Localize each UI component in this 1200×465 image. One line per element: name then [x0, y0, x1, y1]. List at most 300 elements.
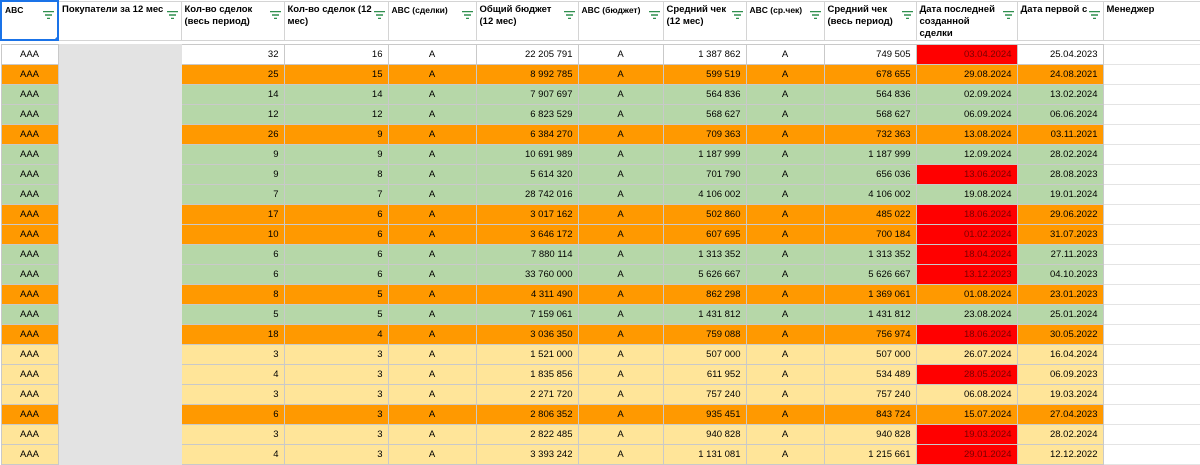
cell-abc[interactable]: AAA: [1, 105, 58, 125]
column-header-label: Общий бюджет (12 мес): [479, 3, 552, 27]
cell-avg-all[interactable]: 1 369 061: [824, 285, 916, 305]
cell-budget[interactable]: 22 205 791: [476, 45, 578, 65]
cell-abc[interactable]: AAA: [1, 285, 58, 305]
cell-budget[interactable]: 4 311 490: [476, 285, 578, 305]
cell-abc-avg[interactable]: A: [746, 305, 824, 325]
cell-abc-avg[interactable]: A: [746, 45, 824, 65]
cell-budget[interactable]: 2 271 720: [476, 385, 578, 405]
cell-avg-all[interactable]: 656 036: [824, 165, 916, 185]
column-header-7[interactable]: [663, 1, 746, 40]
cell-abc-budget[interactable]: A: [578, 105, 663, 125]
cell-deals-all[interactable]: 6: [181, 405, 284, 425]
cell-abc-budget[interactable]: A: [578, 325, 663, 345]
cell-abc-deals[interactable]: A: [388, 365, 476, 385]
cell-buyers[interactable]: [58, 45, 181, 65]
cell-first-date[interactable]: 06.09.2023: [1017, 365, 1103, 385]
cell-deals-12[interactable]: 15: [284, 65, 388, 85]
cell-abc-avg[interactable]: A: [746, 245, 824, 265]
cell-abc-deals[interactable]: A: [388, 225, 476, 245]
column-header-1[interactable]: [58, 1, 181, 40]
cell-buyers[interactable]: [58, 165, 181, 185]
cell-last-date[interactable]: 06.08.2024: [916, 385, 1017, 405]
cell-abc[interactable]: AAA: [1, 85, 58, 105]
filter-icon[interactable]: [462, 11, 473, 19]
cell-first-date[interactable]: 03.11.2021: [1017, 125, 1103, 145]
cell-abc-budget[interactable]: A: [578, 385, 663, 405]
cell-avg-all[interactable]: 749 505: [824, 45, 916, 65]
cell-budget[interactable]: 2 806 352: [476, 405, 578, 425]
cell-deals-all[interactable]: 25: [181, 65, 284, 85]
cell-avg-12[interactable]: 1 313 352: [663, 245, 746, 265]
cell-abc-budget[interactable]: A: [578, 65, 663, 85]
cell-budget[interactable]: 3 017 162: [476, 205, 578, 225]
column-header-0[interactable]: [1, 1, 58, 40]
cell-avg-12[interactable]: 564 836: [663, 85, 746, 105]
cell-abc-budget[interactable]: A: [578, 405, 663, 425]
cell-abc[interactable]: AAA: [1, 225, 58, 245]
cell-deals-12[interactable]: 3: [284, 425, 388, 445]
cell-manager[interactable]: [1103, 185, 1200, 205]
cell-avg-all[interactable]: 507 000: [824, 345, 916, 365]
cell-deals-all[interactable]: 9: [181, 145, 284, 165]
filter-icon[interactable]: [167, 11, 178, 19]
cell-manager[interactable]: [1103, 405, 1200, 425]
table-row: [1, 225, 1200, 245]
column-header-4[interactable]: [388, 1, 476, 40]
cell-deals-all[interactable]: 14: [181, 85, 284, 105]
cell-buyers[interactable]: [58, 265, 181, 285]
cell-last-date[interactable]: 18.06.2024: [916, 325, 1017, 345]
cell-deals-all[interactable]: 5: [181, 305, 284, 325]
cell-manager[interactable]: [1103, 445, 1200, 465]
cell-avg-12[interactable]: 862 298: [663, 285, 746, 305]
cell-abc-deals[interactable]: A: [388, 185, 476, 205]
cell-abc-deals[interactable]: A: [388, 205, 476, 225]
cell-deals-12[interactable]: 3: [284, 365, 388, 385]
filter-icon[interactable]: [649, 11, 660, 19]
cell-avg-all[interactable]: 5 626 667: [824, 265, 916, 285]
cell-abc-budget[interactable]: A: [578, 245, 663, 265]
cell-buyers[interactable]: [58, 245, 181, 265]
cell-manager[interactable]: [1103, 85, 1200, 105]
cell-abc-avg[interactable]: A: [746, 185, 824, 205]
cell-abc[interactable]: AAA: [1, 245, 58, 265]
cell-deals-all[interactable]: 26: [181, 125, 284, 145]
cell-deals-12[interactable]: 5: [284, 285, 388, 305]
cell-avg-12[interactable]: 507 000: [663, 345, 746, 365]
filter-icon[interactable]: [902, 11, 913, 19]
cell-buyers[interactable]: [58, 185, 181, 205]
cell-abc-budget[interactable]: A: [578, 205, 663, 225]
cell-abc[interactable]: AAA: [1, 45, 58, 65]
cell-abc-budget[interactable]: A: [578, 265, 663, 285]
cell-deals-12[interactable]: 8: [284, 165, 388, 185]
cell-avg-12[interactable]: 4 106 002: [663, 185, 746, 205]
cell-abc-avg[interactable]: A: [746, 405, 824, 425]
cell-avg-12[interactable]: 607 695: [663, 225, 746, 245]
cell-budget[interactable]: 3 646 172: [476, 225, 578, 245]
cell-abc-avg[interactable]: A: [746, 265, 824, 285]
cell-deals-all[interactable]: 10: [181, 225, 284, 245]
cell-last-date[interactable]: 13.08.2024: [916, 125, 1017, 145]
cell-first-date[interactable]: 06.06.2024: [1017, 105, 1103, 125]
cell-deals-12[interactable]: 9: [284, 145, 388, 165]
cell-buyers[interactable]: [58, 365, 181, 385]
cell-avg-all[interactable]: 757 240: [824, 385, 916, 405]
cell-budget[interactable]: 6 384 270: [476, 125, 578, 145]
cell-abc-deals[interactable]: A: [388, 305, 476, 325]
cell-last-date[interactable]: 03.04.2024: [916, 45, 1017, 65]
cell-deals-all[interactable]: 3: [181, 345, 284, 365]
cell-avg-12[interactable]: 1 431 812: [663, 305, 746, 325]
cell-manager[interactable]: [1103, 285, 1200, 305]
cell-abc-avg[interactable]: A: [746, 165, 824, 185]
cell-manager[interactable]: [1103, 45, 1200, 65]
cell-avg-12[interactable]: 709 363: [663, 125, 746, 145]
cell-first-date[interactable]: 13.02.2024: [1017, 85, 1103, 105]
cell-manager[interactable]: [1103, 125, 1200, 145]
cell-abc[interactable]: AAA: [1, 405, 58, 425]
cell-buyers[interactable]: [58, 445, 181, 465]
cell-abc-deals[interactable]: A: [388, 65, 476, 85]
cell-avg-12[interactable]: 935 451: [663, 405, 746, 425]
cell-abc-budget[interactable]: A: [578, 365, 663, 385]
cell-last-date[interactable]: 29.08.2024: [916, 65, 1017, 85]
cell-avg-all[interactable]: 843 724: [824, 405, 916, 425]
cell-deals-all[interactable]: 4: [181, 365, 284, 385]
cell-first-date[interactable]: 12.12.2022: [1017, 445, 1103, 465]
cell-abc-deals[interactable]: A: [388, 145, 476, 165]
cell-manager[interactable]: [1103, 305, 1200, 325]
cell-deals-12[interactable]: 4: [284, 325, 388, 345]
cell-first-date[interactable]: 28.08.2023: [1017, 165, 1103, 185]
cell-abc-deals[interactable]: A: [388, 425, 476, 445]
cell-deals-all[interactable]: 18: [181, 325, 284, 345]
filter-icon[interactable]: [43, 11, 54, 19]
cell-deals-12[interactable]: 6: [284, 225, 388, 245]
cell-first-date[interactable]: 27.11.2023: [1017, 245, 1103, 265]
cell-manager[interactable]: [1103, 265, 1200, 285]
cell-avg-all[interactable]: 756 974: [824, 325, 916, 345]
filter-icon[interactable]: [732, 11, 743, 19]
cell-avg-all[interactable]: 1 187 999: [824, 145, 916, 165]
cell-last-date[interactable]: 18.06.2024: [916, 205, 1017, 225]
cell-avg-all[interactable]: 568 627: [824, 105, 916, 125]
cell-first-date[interactable]: 16.04.2024: [1017, 345, 1103, 365]
cell-abc[interactable]: AAA: [1, 365, 58, 385]
cell-buyers[interactable]: [58, 305, 181, 325]
cell-budget[interactable]: 7 159 061: [476, 305, 578, 325]
cell-abc-budget[interactable]: A: [578, 145, 663, 165]
cell-last-date[interactable]: 01.02.2024: [916, 225, 1017, 245]
cell-deals-12[interactable]: 3: [284, 385, 388, 405]
cell-abc-deals[interactable]: A: [388, 245, 476, 265]
cell-budget[interactable]: 8 992 785: [476, 65, 578, 85]
cell-first-date[interactable]: 04.10.2023: [1017, 265, 1103, 285]
cell-avg-12[interactable]: 1 131 081: [663, 445, 746, 465]
column-header-11[interactable]: [1017, 1, 1103, 40]
cell-deals-12[interactable]: 5: [284, 305, 388, 325]
cell-manager[interactable]: [1103, 325, 1200, 345]
cell-abc-deals[interactable]: A: [388, 445, 476, 465]
cell-avg-all[interactable]: 940 828: [824, 425, 916, 445]
cell-last-date[interactable]: 18.04.2024: [916, 245, 1017, 265]
cell-manager[interactable]: [1103, 385, 1200, 405]
cell-avg-12[interactable]: 502 860: [663, 205, 746, 225]
cell-budget[interactable]: 7 907 697: [476, 85, 578, 105]
cell-avg-12[interactable]: 701 790: [663, 165, 746, 185]
cell-manager[interactable]: [1103, 165, 1200, 185]
cell-budget[interactable]: 3 393 242: [476, 445, 578, 465]
cell-abc[interactable]: AAA: [1, 125, 58, 145]
cell-deals-all[interactable]: 4: [181, 445, 284, 465]
cell-buyers[interactable]: [58, 325, 181, 345]
cell-deals-all[interactable]: 12: [181, 105, 284, 125]
cell-abc[interactable]: AAA: [1, 65, 58, 85]
cell-deals-12[interactable]: 3: [284, 405, 388, 425]
cell-budget[interactable]: 33 760 000: [476, 265, 578, 285]
cell-deals-all[interactable]: 6: [181, 265, 284, 285]
cell-abc-deals[interactable]: A: [388, 345, 476, 365]
cell-abc-deals[interactable]: A: [388, 385, 476, 405]
cell-abc-budget[interactable]: A: [578, 45, 663, 65]
cell-first-date[interactable]: 19.01.2024: [1017, 185, 1103, 205]
cell-last-date[interactable]: 26.07.2024: [916, 345, 1017, 365]
cell-avg-12[interactable]: 940 828: [663, 425, 746, 445]
cell-buyers[interactable]: [58, 105, 181, 125]
cell-last-date[interactable]: 06.09.2024: [916, 105, 1017, 125]
cell-manager[interactable]: [1103, 205, 1200, 225]
cell-last-date[interactable]: 19.03.2024: [916, 425, 1017, 445]
cell-avg-all[interactable]: 1 215 661: [824, 445, 916, 465]
cell-avg-all[interactable]: 564 836: [824, 85, 916, 105]
cell-buyers[interactable]: [58, 85, 181, 105]
cell-budget[interactable]: 10 691 989: [476, 145, 578, 165]
cell-abc-budget[interactable]: A: [578, 345, 663, 365]
column-header-3[interactable]: [284, 1, 388, 40]
cell-deals-all[interactable]: 7: [181, 185, 284, 205]
cell-abc-avg[interactable]: A: [746, 425, 824, 445]
cell-first-date[interactable]: 23.01.2023: [1017, 285, 1103, 305]
cell-abc-avg[interactable]: A: [746, 445, 824, 465]
cell-budget[interactable]: 7 880 114: [476, 245, 578, 265]
cell-first-date[interactable]: 25.01.2024: [1017, 305, 1103, 325]
cell-budget[interactable]: 1 835 856: [476, 365, 578, 385]
cell-abc-avg[interactable]: A: [746, 105, 824, 125]
cell-first-date[interactable]: 27.04.2023: [1017, 405, 1103, 425]
cell-abc-deals[interactable]: A: [388, 105, 476, 125]
column-header-12[interactable]: [1103, 1, 1200, 40]
cell-avg-12[interactable]: 1 187 999: [663, 145, 746, 165]
cell-last-date[interactable]: 28.05.2024: [916, 365, 1017, 385]
cell-deals-all[interactable]: 3: [181, 385, 284, 405]
cell-avg-all[interactable]: 4 106 002: [824, 185, 916, 205]
cell-abc-avg[interactable]: A: [746, 345, 824, 365]
cell-abc[interactable]: AAA: [1, 265, 58, 285]
cell-deals-all[interactable]: 3: [181, 425, 284, 445]
cell-last-date[interactable]: 29.01.2024: [916, 445, 1017, 465]
cell-deals-12[interactable]: 3: [284, 445, 388, 465]
cell-budget[interactable]: 6 823 529: [476, 105, 578, 125]
cell-avg-all[interactable]: 678 655: [824, 65, 916, 85]
cell-last-date[interactable]: 12.09.2024: [916, 145, 1017, 165]
cell-abc-deals[interactable]: A: [388, 285, 476, 305]
cell-abc-deals[interactable]: A: [388, 45, 476, 65]
cell-deals-12[interactable]: 14: [284, 85, 388, 105]
column-header-5[interactable]: [476, 1, 578, 40]
cell-deals-all[interactable]: 6: [181, 245, 284, 265]
cell-deals-12[interactable]: 12: [284, 105, 388, 125]
cell-avg-12[interactable]: 759 088: [663, 325, 746, 345]
cell-deals-12[interactable]: 7: [284, 185, 388, 205]
cell-last-date[interactable]: 15.07.2024: [916, 405, 1017, 425]
cell-deals-all[interactable]: 32: [181, 45, 284, 65]
cell-abc[interactable]: AAA: [1, 185, 58, 205]
cell-last-date[interactable]: 02.09.2024: [916, 85, 1017, 105]
filter-icon[interactable]: [1089, 11, 1100, 19]
cell-manager[interactable]: [1103, 425, 1200, 445]
cell-abc-avg[interactable]: A: [746, 225, 824, 245]
cell-deals-12[interactable]: 9: [284, 125, 388, 145]
filter-icon[interactable]: [564, 11, 575, 19]
cell-avg-12[interactable]: 568 627: [663, 105, 746, 125]
cell-abc-budget[interactable]: A: [578, 125, 663, 145]
cell-avg-all[interactable]: 700 184: [824, 225, 916, 245]
column-header-6[interactable]: [578, 1, 663, 40]
cell-deals-12[interactable]: 3: [284, 345, 388, 365]
filter-icon[interactable]: [810, 11, 821, 19]
cell-abc[interactable]: AAA: [1, 165, 58, 185]
cell-last-date[interactable]: 23.08.2024: [916, 305, 1017, 325]
cell-buyers[interactable]: [58, 345, 181, 365]
cell-budget[interactable]: 28 742 016: [476, 185, 578, 205]
cell-abc-avg[interactable]: A: [746, 145, 824, 165]
cell-avg-all[interactable]: 1 313 352: [824, 245, 916, 265]
cell-abc-budget[interactable]: A: [578, 425, 663, 445]
cell-avg-all[interactable]: 732 363: [824, 125, 916, 145]
cell-abc-avg[interactable]: A: [746, 365, 824, 385]
cell-deals-all[interactable]: 8: [181, 285, 284, 305]
cell-avg-12[interactable]: 5 626 667: [663, 265, 746, 285]
cell-deals-all[interactable]: 17: [181, 205, 284, 225]
cell-abc-deals[interactable]: A: [388, 325, 476, 345]
cell-budget[interactable]: 1 521 000: [476, 345, 578, 365]
cell-abc-budget[interactable]: A: [578, 185, 663, 205]
cell-manager[interactable]: [1103, 145, 1200, 165]
cell-abc-budget[interactable]: A: [578, 165, 663, 185]
cell-abc-deals[interactable]: A: [388, 265, 476, 285]
cell-buyers[interactable]: [58, 205, 181, 225]
column-header-10[interactable]: [916, 1, 1017, 40]
cell-abc[interactable]: AAA: [1, 425, 58, 445]
cell-first-date[interactable]: 19.03.2024: [1017, 385, 1103, 405]
cell-avg-all[interactable]: 1 431 812: [824, 305, 916, 325]
cell-manager[interactable]: [1103, 245, 1200, 265]
cell-last-date[interactable]: 13.12.2023: [916, 265, 1017, 285]
filter-icon[interactable]: [374, 11, 385, 19]
cell-avg-12[interactable]: 757 240: [663, 385, 746, 405]
cell-abc-budget[interactable]: A: [578, 305, 663, 325]
cell-buyers[interactable]: [58, 65, 181, 85]
column-header-8[interactable]: [746, 1, 824, 40]
cell-last-date[interactable]: 01.08.2024: [916, 285, 1017, 305]
cell-first-date[interactable]: 24.08.2021: [1017, 65, 1103, 85]
cell-manager[interactable]: [1103, 105, 1200, 125]
cell-first-date[interactable]: 29.06.2022: [1017, 205, 1103, 225]
cell-abc[interactable]: AAA: [1, 445, 58, 465]
cell-abc-budget[interactable]: A: [578, 85, 663, 105]
cell-abc[interactable]: AAA: [1, 325, 58, 345]
cell-avg-all[interactable]: 534 489: [824, 365, 916, 385]
cell-avg-all[interactable]: 485 022: [824, 205, 916, 225]
cell-abc-deals[interactable]: A: [388, 85, 476, 105]
cell-abc-budget[interactable]: A: [578, 285, 663, 305]
cell-buyers[interactable]: [58, 145, 181, 165]
filter-icon[interactable]: [270, 11, 281, 19]
cell-deals-all[interactable]: 9: [181, 165, 284, 185]
cell-avg-12[interactable]: 1 387 862: [663, 45, 746, 65]
cell-buyers[interactable]: [58, 225, 181, 245]
cell-deals-12[interactable]: 6: [284, 245, 388, 265]
cell-first-date[interactable]: 31.07.2023: [1017, 225, 1103, 245]
column-header-9[interactable]: [824, 1, 916, 40]
column-header-2[interactable]: [181, 1, 284, 40]
cell-abc[interactable]: AAA: [1, 345, 58, 365]
cell-manager[interactable]: [1103, 65, 1200, 85]
cell-abc[interactable]: AAA: [1, 305, 58, 325]
cell-last-date[interactable]: 13.06.2024: [916, 165, 1017, 185]
cell-abc-budget[interactable]: A: [578, 225, 663, 245]
cell-abc-avg[interactable]: A: [746, 205, 824, 225]
filter-icon[interactable]: [1003, 11, 1014, 19]
cell-last-date[interactable]: 19.08.2024: [916, 185, 1017, 205]
cell-buyers[interactable]: [58, 285, 181, 305]
cell-buyers[interactable]: [58, 125, 181, 145]
cell-buyers[interactable]: [58, 405, 181, 425]
cell-abc-deals[interactable]: A: [388, 405, 476, 425]
cell-budget[interactable]: 5 614 320: [476, 165, 578, 185]
cell-abc-avg[interactable]: A: [746, 85, 824, 105]
cell-abc[interactable]: AAA: [1, 205, 58, 225]
cell-abc[interactable]: AAA: [1, 145, 58, 165]
cell-budget[interactable]: 2 822 485: [476, 425, 578, 445]
cell-first-date[interactable]: 30.05.2022: [1017, 325, 1103, 345]
cell-abc-deals[interactable]: A: [388, 125, 476, 145]
cell-abc[interactable]: AAA: [1, 385, 58, 405]
cell-manager[interactable]: [1103, 365, 1200, 385]
cell-buyers[interactable]: [58, 425, 181, 445]
cell-manager[interactable]: [1103, 345, 1200, 365]
cell-avg-12[interactable]: 599 519: [663, 65, 746, 85]
cell-deals-12[interactable]: 6: [284, 205, 388, 225]
cell-first-date[interactable]: 28.02.2024: [1017, 145, 1103, 165]
cell-abc-deals[interactable]: A: [388, 165, 476, 185]
cell-deals-12[interactable]: 6: [284, 265, 388, 285]
cell-first-date[interactable]: 28.02.2024: [1017, 425, 1103, 445]
cell-deals-12[interactable]: 16: [284, 45, 388, 65]
cell-manager[interactable]: [1103, 225, 1200, 245]
cell-abc-avg[interactable]: A: [746, 325, 824, 345]
cell-abc-budget[interactable]: A: [578, 445, 663, 465]
cell-abc-avg[interactable]: A: [746, 385, 824, 405]
cell-avg-12[interactable]: 611 952: [663, 365, 746, 385]
cell-buyers[interactable]: [58, 385, 181, 405]
cell-abc-avg[interactable]: A: [746, 65, 824, 85]
cell-abc-avg[interactable]: A: [746, 285, 824, 305]
cell-abc-avg[interactable]: A: [746, 125, 824, 145]
cell-first-date[interactable]: 25.04.2023: [1017, 45, 1103, 65]
cell-budget[interactable]: 3 036 350: [476, 325, 578, 345]
